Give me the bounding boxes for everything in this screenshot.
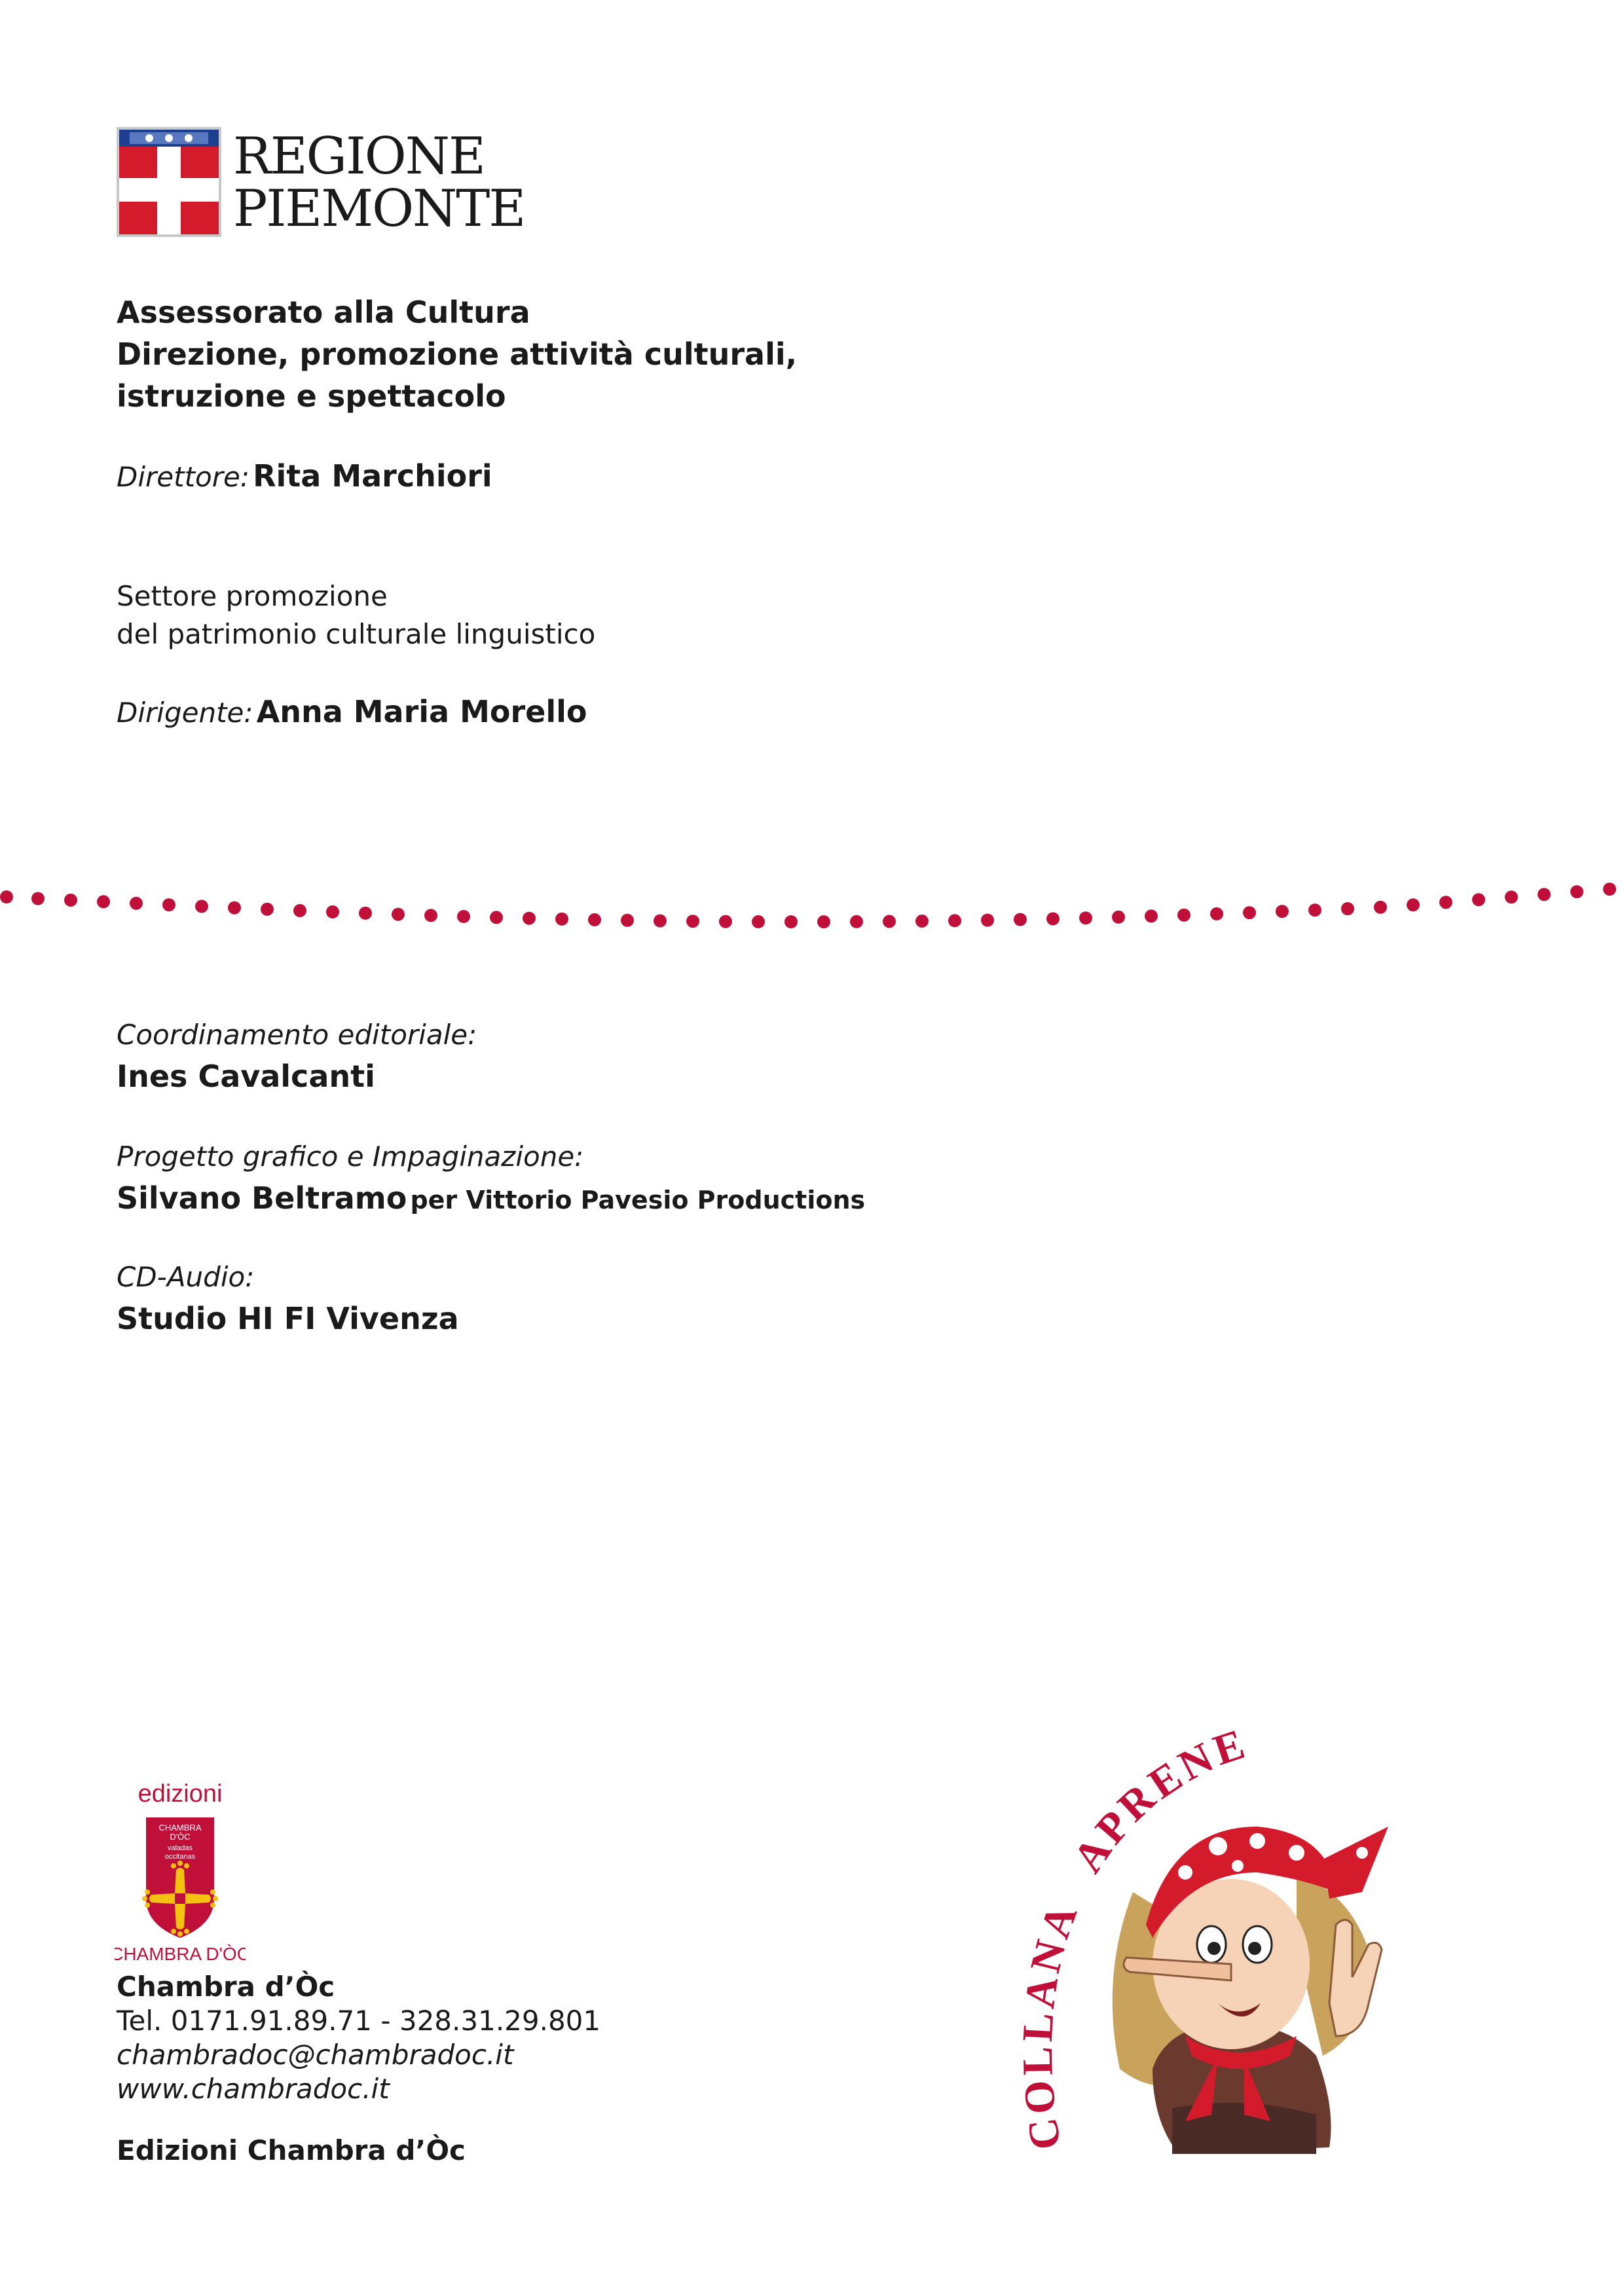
divider-dot xyxy=(490,911,503,924)
divider-dot xyxy=(457,910,470,923)
divider-dot xyxy=(0,890,13,903)
dotted-wave-divider xyxy=(0,851,1624,956)
credit-name-audio: Studio HI FI Vivenza xyxy=(117,1301,459,1336)
contact-tel: Tel. 0171.91.89.71 - 328.31.29.801 xyxy=(117,2005,601,2037)
department-line-1: Assessorato alla Cultura xyxy=(117,295,530,330)
divider-dot xyxy=(1374,901,1387,914)
shield-text-4: occitanas xyxy=(164,1853,196,1861)
collana-aprene-logo xyxy=(1022,1728,1428,2174)
divider-dot xyxy=(948,914,961,927)
credit-label-design: Progetto grafico e Impaginazione: xyxy=(117,1140,584,1173)
credit-suffix-design: per Vittorio Pavesio Productions xyxy=(410,1186,866,1214)
divider-dot xyxy=(1505,890,1518,903)
divider-dot xyxy=(555,913,568,926)
chambra-doc-logo xyxy=(115,1774,246,1964)
sector-line-2: del patrimonio culturale linguistico xyxy=(117,618,596,650)
shield-text-3: valadas xyxy=(168,1844,193,1852)
logo-text-chambra: CHAMBRA D'ÒC xyxy=(115,1944,246,1964)
divider-dot xyxy=(1276,905,1289,918)
divider-dot xyxy=(1145,909,1158,922)
occitan-cross-shield-icon xyxy=(115,1774,246,1964)
department-line-3: istruzione e spettacolo xyxy=(117,378,506,414)
divider-dot xyxy=(1046,912,1060,925)
divider-dot xyxy=(64,894,77,907)
divider-dot xyxy=(588,913,601,926)
series-word-collana: C NA xyxy=(1022,1897,1087,2153)
divider-dot xyxy=(195,900,208,913)
divider-dot xyxy=(1570,885,1583,898)
piemonte-shield-icon xyxy=(117,127,221,237)
department-line-2: Direzione, promozione attività culturali, xyxy=(117,337,798,372)
credit-name-design: Silvano Beltramo xyxy=(117,1180,407,1216)
divider-dot xyxy=(1407,898,1420,911)
credit-label-coordination: Coordinamento editoriale: xyxy=(117,1019,477,1051)
divider-dot xyxy=(1243,906,1256,919)
divider-dot xyxy=(261,903,274,916)
contact-email[interactable]: chambradoc@chambradoc.it xyxy=(117,2039,514,2071)
divider-dot xyxy=(784,915,798,928)
divider-dot xyxy=(228,902,241,915)
divider-dot xyxy=(915,915,929,928)
logo-text-regione: REGIONE xyxy=(233,127,485,186)
shield-text-2: D'ÒC xyxy=(170,1832,191,1842)
divider-dot xyxy=(523,912,536,925)
regione-piemonte-logo xyxy=(117,127,525,242)
divider-dot xyxy=(326,905,339,919)
divider-dot xyxy=(1341,902,1354,915)
logo-text-edizioni: edizioni xyxy=(138,1780,223,1808)
divider-dot xyxy=(1177,909,1190,922)
manager-line xyxy=(117,691,587,733)
divider-dot xyxy=(719,915,732,928)
divider-dot xyxy=(359,907,372,920)
divider-dot xyxy=(1538,888,1551,901)
divider-dot xyxy=(981,914,994,927)
divider-dot xyxy=(1014,913,1027,926)
shield-text-1: CHAMBRA xyxy=(158,1823,202,1832)
director-label: Direttore: xyxy=(117,461,250,493)
divider-dot xyxy=(1439,896,1452,909)
divider-dot xyxy=(850,915,863,928)
divider-dot xyxy=(752,915,765,928)
divider-dot xyxy=(130,897,143,910)
divider-dot xyxy=(1079,911,1092,924)
divider-dot xyxy=(1112,911,1125,924)
divider-dot xyxy=(817,915,830,928)
contact-org: Chambra d’Òc xyxy=(117,1971,335,2003)
divider-dot xyxy=(162,898,175,911)
contact-edition: Edizioni Chambra d’Òc xyxy=(117,2134,466,2166)
divider-dot xyxy=(97,895,110,908)
divider-dot xyxy=(1472,893,1485,906)
divider-dot xyxy=(883,915,896,928)
manager-name: Anna Maria Morello xyxy=(256,694,587,729)
logo-text-piemonte: PIEMONTE xyxy=(233,179,525,238)
credit-label-audio: CD-Audio: xyxy=(117,1261,255,1293)
manager-label: Dirigente: xyxy=(117,697,253,729)
contact-web[interactable]: www.chambradoc.it xyxy=(117,2073,390,2105)
divider-dot xyxy=(392,908,405,921)
divider-dot xyxy=(424,909,437,922)
director-line xyxy=(117,455,492,497)
sector-line-1: Settore promozione xyxy=(117,580,388,612)
divider-dot xyxy=(293,904,306,917)
series-word-aprene: APRENE xyxy=(1063,1728,1254,1882)
director-name: Rita Marchiori xyxy=(253,458,492,494)
credit-name-coordination: Ines Cavalcanti xyxy=(117,1059,375,1094)
divider-dot xyxy=(31,892,45,905)
divider-dot xyxy=(1308,903,1321,917)
divider-dot xyxy=(654,915,667,928)
divider-dot xyxy=(621,914,634,927)
girl-mascot-illustration xyxy=(1022,1728,1428,2174)
divider-dot xyxy=(1603,883,1616,896)
divider-dot xyxy=(1210,907,1223,920)
credit-design-line xyxy=(117,1177,865,1219)
divider-dot xyxy=(686,915,699,928)
